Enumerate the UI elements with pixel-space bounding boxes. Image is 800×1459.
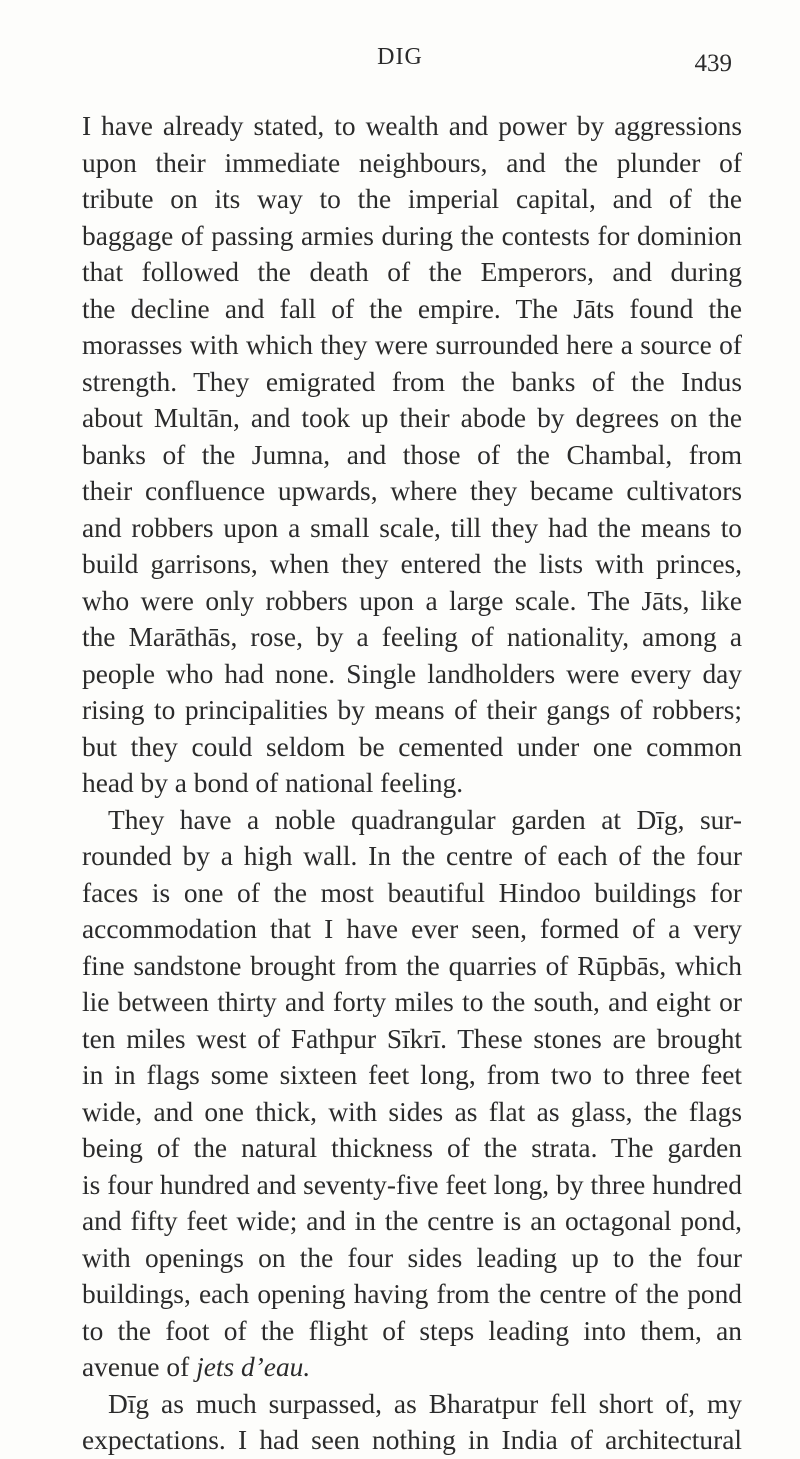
text-line: buildings, each opening having from the centre of the pond	[82, 1279, 742, 1309]
text-line: morasses with which they were surrounded here a source of	[82, 330, 742, 360]
text-line: but they could seldom be cemented under one common	[82, 731, 742, 762]
text-line: strength. They emigrated from the banks of the Indus	[82, 366, 742, 397]
text-line: tribute on its way to the imperial capital, and of the	[82, 184, 742, 214]
text-line: being of the natural thickness of the strata. The garden	[82, 1133, 742, 1163]
text-line: that followed the death of the Emperors, and during	[82, 257, 742, 287]
text-line: lie between thirty and forty miles to the south, and eight or	[82, 987, 742, 1017]
text-line: the Marāthās, rose, by a feeling of nationality, among a	[82, 622, 742, 652]
text-line: people who had none. Single landholders were every day	[82, 658, 742, 689]
text-line	[82, 1349, 742, 1386]
text-line: the decline and fall of the empire. The Jāts found the	[82, 293, 742, 324]
text-line: and fifty feet wide; and in the centre is an octagonal pond,	[82, 1206, 742, 1236]
text-line: Dīg as much surpassed, as Bharatpur fell short of, my	[108, 1388, 742, 1419]
text-line: I have already stated, to wealth and power by aggressions	[82, 111, 742, 141]
text-line: accommodation that I have ever seen, formed of a very	[82, 914, 742, 944]
text-line: who were only robbers upon a large scale. The Jāts, like	[82, 585, 742, 616]
running-head	[0, 44, 800, 84]
text-line: is four hundred and seventy-five feet long, by three hundred	[82, 1169, 742, 1200]
text-line: banks of the Jumna, and those of the Chambal, from	[82, 439, 742, 470]
text-line: They have a noble quadrangular garden at Dīg, sur-	[108, 804, 742, 835]
italic-phrase: jets d’eau.	[196, 1352, 311, 1382]
text-line: rounded by a high wall. In the centre of each of the four	[82, 841, 742, 871]
page-number: 439	[694, 50, 732, 77]
page-title: DIG	[377, 44, 423, 70]
text-line: to the foot of the flight of steps leading into them, an	[82, 1315, 742, 1346]
text-line: fine sandstone brought from the quarries of Rūpbās, which	[82, 950, 742, 981]
body-text	[82, 108, 742, 1459]
text-line: rising to principalities by means of their gangs of robbers;	[82, 695, 742, 725]
text-line: head by a bond of national feeling.	[82, 768, 464, 798]
text-fragment: avenue of	[82, 1352, 190, 1382]
text-line: build garrisons, when they entered the lists with princes,	[82, 549, 742, 579]
text-line: expectations. I had seen nothing in India of architectural	[82, 1425, 742, 1455]
text-line: baggage of passing armies during the contests for dominion	[82, 220, 742, 251]
text-line: faces is one of the most beautiful Hindoo buildings for	[82, 877, 742, 908]
text-line: about Multān, and took up their abode by degrees on the	[82, 403, 742, 433]
text-line: ten miles west of Fathpur Sīkrī. These stones are brought	[82, 1023, 742, 1054]
text-line: upon their immediate neighbours, and the plunder of	[82, 147, 742, 178]
text-line: in in flags some sixteen feet long, from two to three feet	[82, 1060, 742, 1090]
text-line: and robbers upon a small scale, till they had the means to	[82, 512, 742, 543]
text-line: with openings on the four sides leading up to the four	[82, 1242, 742, 1273]
text-line: wide, and one thick, with sides as flat as glass, the flags	[82, 1096, 742, 1127]
text-line: their confluence upwards, where they became cultivators	[82, 476, 742, 506]
